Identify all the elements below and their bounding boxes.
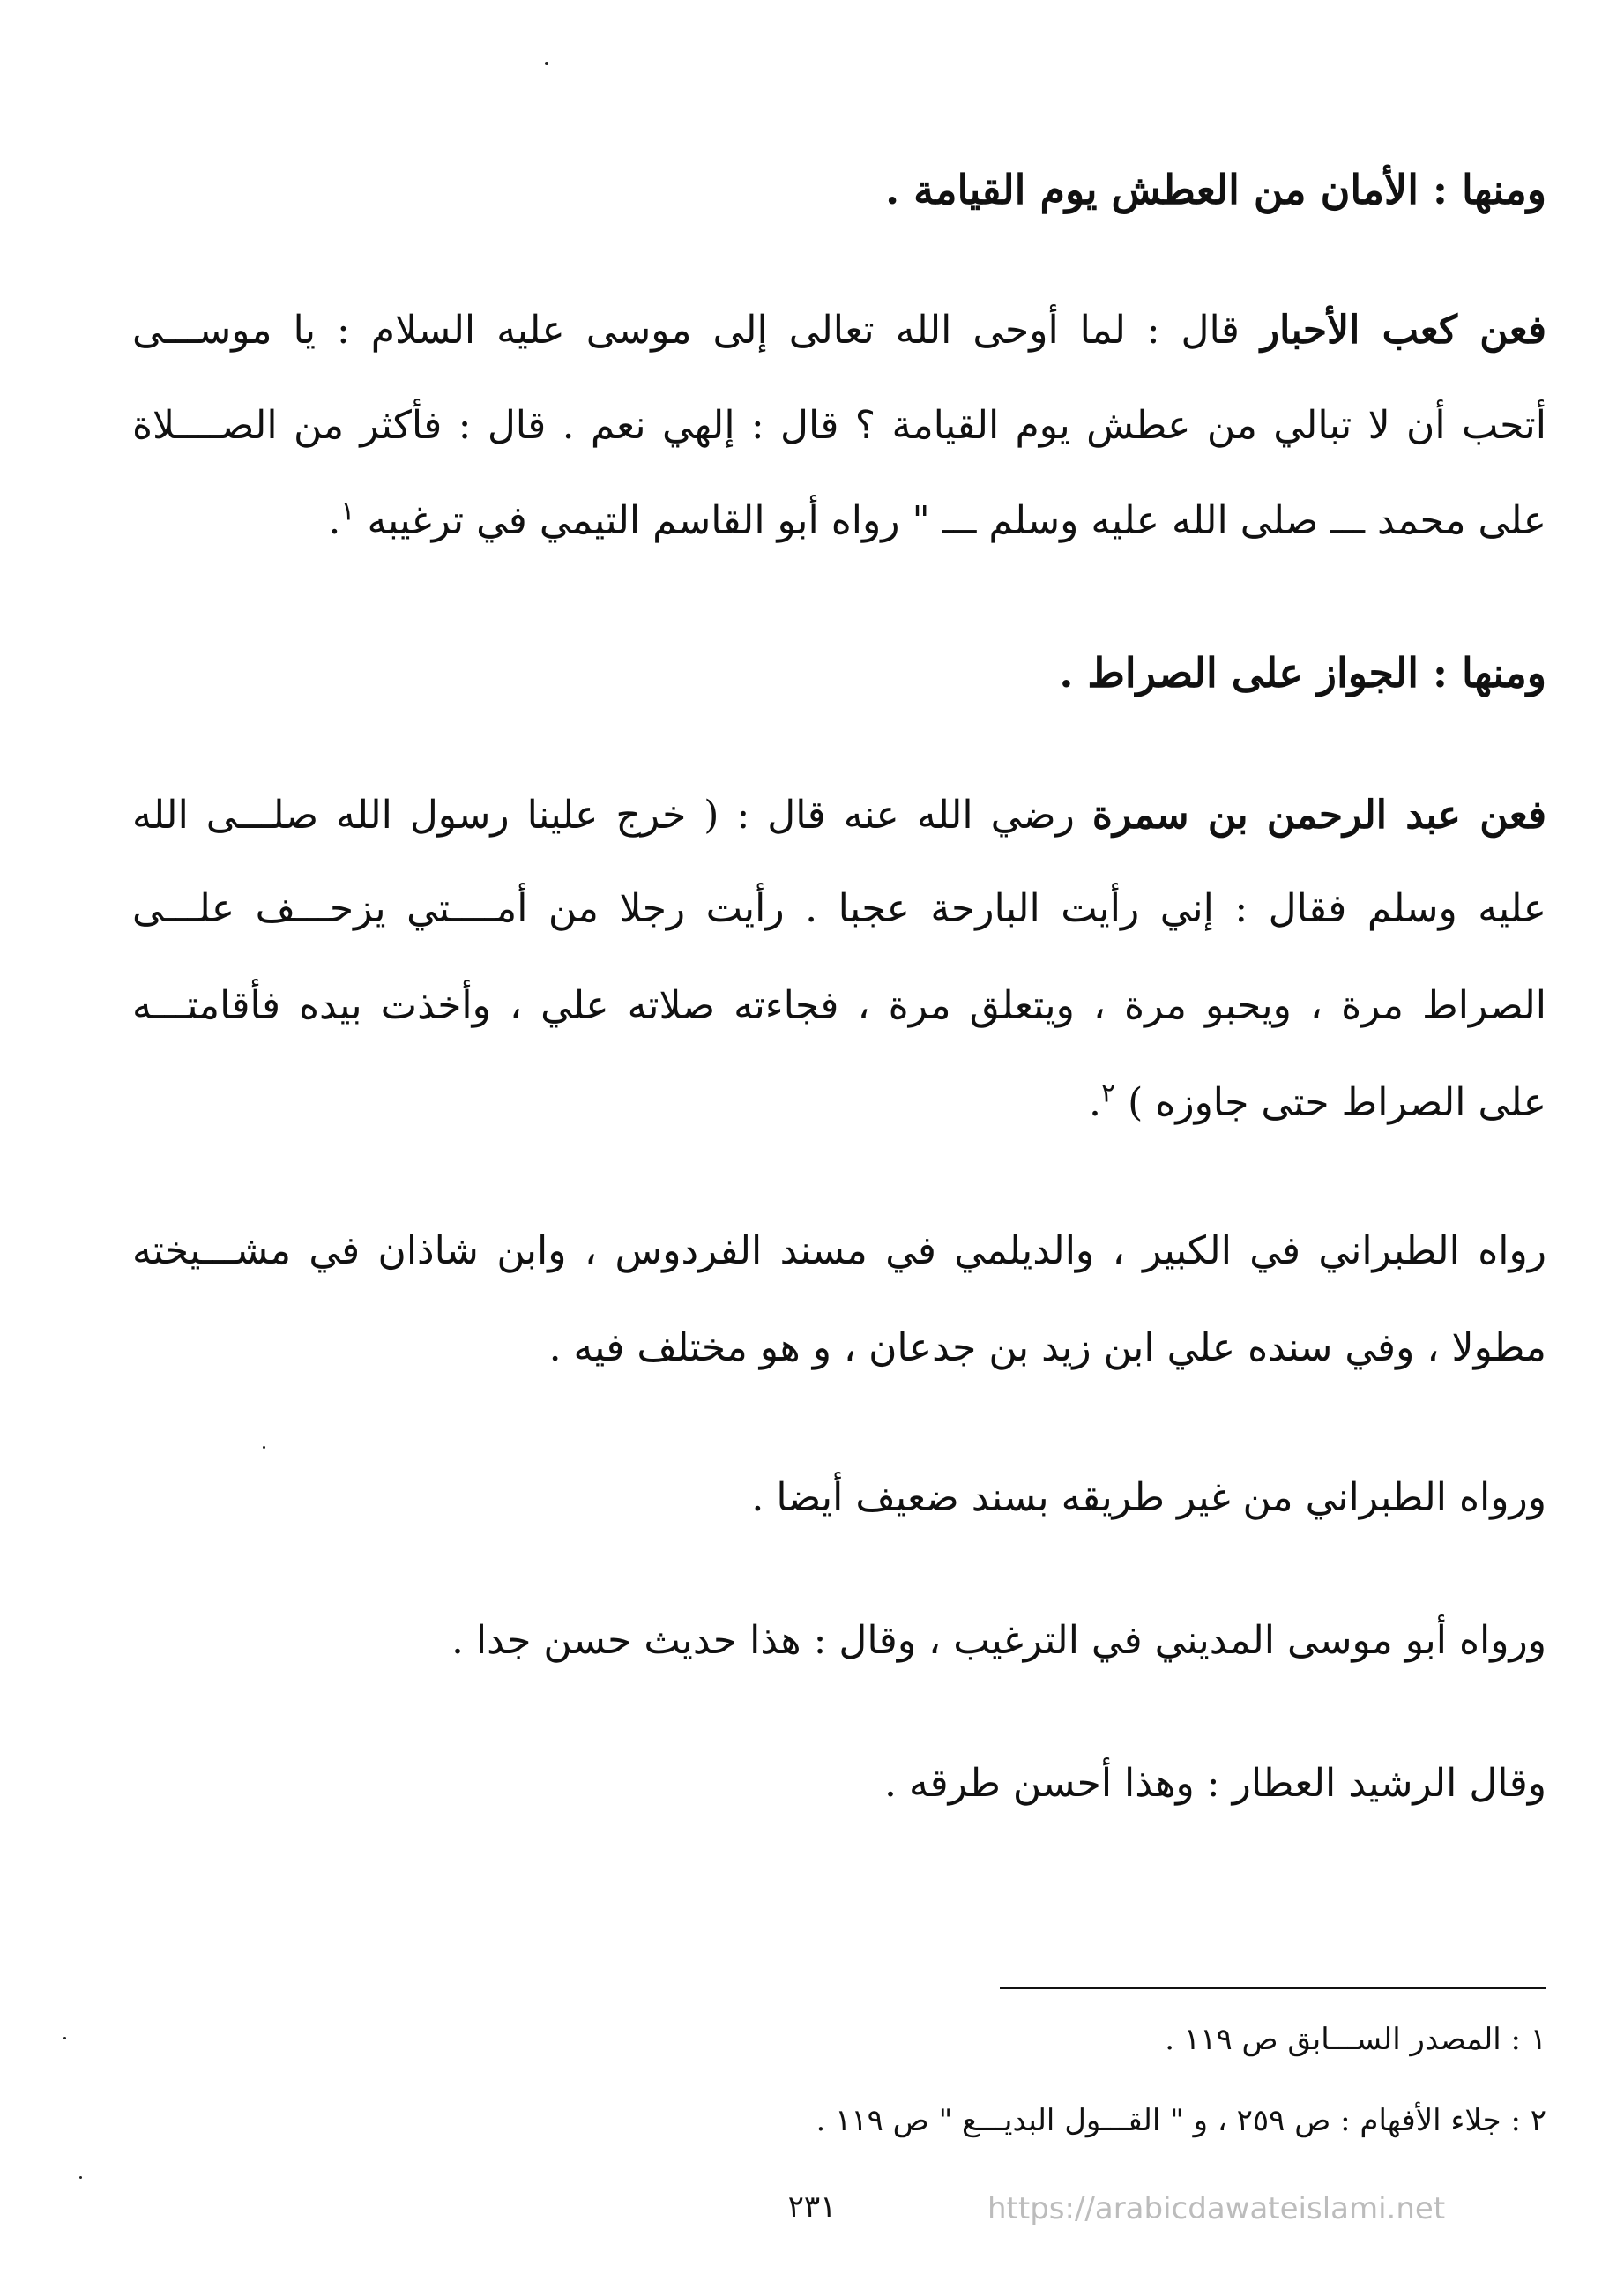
watermark-url: https://arabicdawateislami.net <box>987 2191 1446 2226</box>
para2-line4-end: . <box>1088 1080 1101 1125</box>
para1-line3-end: . <box>328 498 341 543</box>
para1-line3-text: على محمد ـــ صلى الله عليه وسلم ـــ " رواه أبو القاسم التيمي في ترغيبه <box>367 498 1546 543</box>
para1-line2: أتحب أن لا تبالي من عطش يوم القيامة ؟ قال : إلهي نعم . قال : فأكثر من الصــــلاة <box>132 403 1547 448</box>
section-heading-bridge: ومنها : الجواز على الصراط . <box>1059 649 1546 697</box>
para1-line1 <box>132 300 1546 362</box>
para2-line4 <box>132 1072 1546 1134</box>
footnote-ref-2: ٢ <box>1100 1077 1116 1109</box>
footnote-1: ١ : المصدر الســـابق ص ١١٩ . <box>1165 2022 1546 2057</box>
para2-line4-text: على الصراط حتى جاوزه ) <box>1128 1080 1546 1125</box>
scan-speck <box>545 62 548 65</box>
scan-speck <box>63 2037 66 2039</box>
narrator-name: فعن عبد الرحمن بن سمرة <box>1091 793 1547 838</box>
para6: وقال الرشيد العطار : وهذا أحسن طرقه . <box>884 1761 1546 1806</box>
para3-line2: مطولا ، وفي سنده علي ابن زيد بن جدعان ، و هو مختلف فيه . <box>548 1325 1546 1370</box>
para2-line1 <box>132 785 1546 846</box>
para1-line3 <box>132 490 1546 552</box>
scan-speck <box>79 2176 82 2179</box>
page-number: ٢٣١ <box>787 2189 837 2225</box>
footnote-divider <box>1000 1987 1546 1989</box>
narrator-name: فعن كعب الأحبار <box>1260 308 1546 353</box>
para4: ورواه الطبراني من غير طريقه بسند ضعيف أيضا . <box>751 1475 1546 1520</box>
para1-line1-text: قال : لما أوحى الله تعالى إلى موسى عليه السلام : يا موســـى <box>132 308 1261 353</box>
para3-line1: رواه الطبراني في الكبير ، والديلمي في مسند الفردوس ، وابن شاذان في مشـــيخته <box>132 1228 1546 1273</box>
para2-line1-text: رضي الله عنه قال : ( خرج علينا رسول الله صلـــى الله <box>132 793 1092 838</box>
footnote-2: ٢ : جلاء الأفهام : ص ٢٥٩ ، و " القـــول البديـــع " ص ١١٩ . <box>816 2103 1546 2138</box>
scan-speck <box>263 1446 265 1449</box>
para2-line2: عليه وسلم فقال : إني رأيت البارحة عجبا . رأيت رجلا من أمــــتي يزحـــف علـــى <box>132 886 1546 931</box>
para2-line3: الصراط مرة ، ويحبو مرة ، ويتعلق مرة ، فجاءته صلاته علي ، وأخذت بيده فأقامتـــه <box>132 983 1546 1028</box>
section-heading-thirst: ومنها : الأمان من العطش يوم القيامة . <box>885 166 1546 213</box>
para5: ورواه أبو موسى المديني في الترغيب ، وقال : هذا حديث حسن جدا . <box>451 1618 1546 1663</box>
footnote-ref-1: ١ <box>340 496 355 527</box>
